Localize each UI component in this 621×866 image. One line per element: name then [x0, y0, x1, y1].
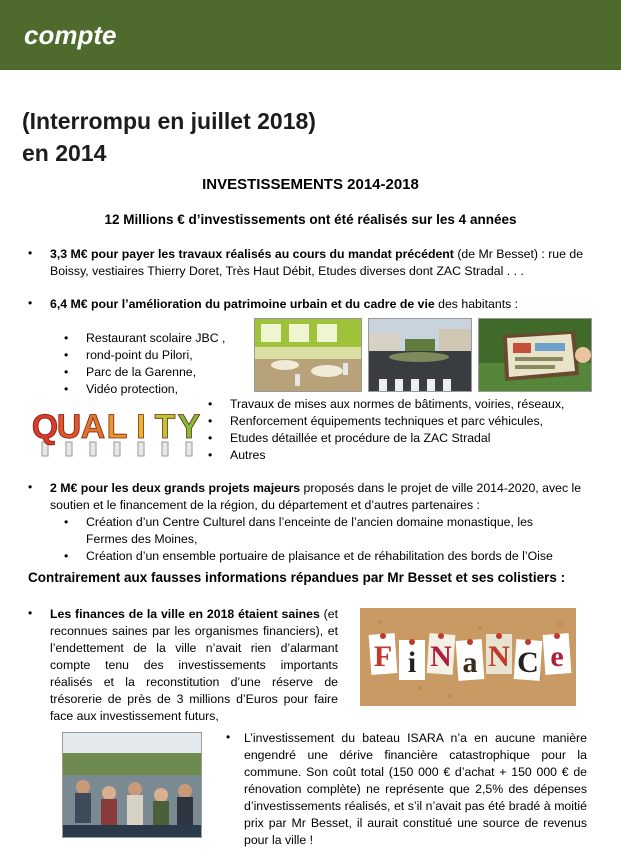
- svg-text:i: i: [407, 646, 417, 679]
- finance-letter-card: [543, 633, 572, 675]
- bullet-4-bold: Les finances de la ville en 2018 étaient saines: [50, 607, 320, 621]
- bullet-5: L’investissement du bateau ISARA n’a en aucune manière engendré une dérive financière catastrophique pour la commune. Son coût total (150 000 € d’achat + 150 000 € de rénovation complète) ne représente que 2,5% des dépenses d’investissements réalisés, et s’il n’avait pas été bradé à moitié prix par Mr Besset, il aurait constitué une source de revenus pour la ville !: [244, 731, 587, 847]
- svg-text:T: T: [154, 408, 176, 446]
- finance-letter-card: [427, 633, 456, 675]
- photo-rond-point: [368, 318, 472, 392]
- bullet-1-bold: 3,3 M€ pour payer les travaux réalisés au cours du mandat précédent: [50, 247, 454, 261]
- photo-bateau-isara: [62, 732, 202, 838]
- bullet-3: [50, 480, 595, 514]
- svg-text:N: N: [488, 640, 510, 673]
- bullet-dot: •: [28, 480, 33, 494]
- svg-text:A: A: [80, 408, 106, 446]
- quality-letter: [57, 408, 82, 456]
- svg-text:F: F: [373, 640, 393, 673]
- finance-letter-card: [456, 639, 485, 681]
- quality-letter: [136, 408, 145, 456]
- section-subtitle: INVESTISSEMENTS 2014-2018: [202, 176, 419, 193]
- list-item: • Parc de la Garenne,: [64, 364, 254, 381]
- photo-panneau-parc: [478, 318, 592, 392]
- finance-letter-card: [486, 633, 512, 674]
- list-travaux: [208, 396, 593, 464]
- quality-image: [28, 392, 208, 460]
- bullet-dot: •: [28, 606, 33, 620]
- finance-letter-card: [514, 639, 543, 681]
- quality-letter: [81, 408, 106, 456]
- quality-letter: [107, 408, 128, 456]
- list-item: • Vidéo protection,: [64, 381, 254, 398]
- header-title: compte: [24, 20, 117, 50]
- contrary-heading: Contrairement aux fausses informations répandues par Mr Besset et ses colistiers :: [28, 570, 566, 585]
- svg-text:L: L: [106, 408, 128, 446]
- bullet-dot: •: [28, 296, 33, 310]
- quality-letter: [32, 408, 58, 456]
- list-projets: [64, 514, 564, 565]
- svg-text:e: e: [550, 640, 564, 673]
- list-item: • Renforcement équipements techniques et parc véhicules,: [208, 413, 593, 430]
- photo-restaurant: [254, 318, 362, 392]
- list-item: • Travaux de mises aux normes de bâtiments, voiries, réseaux,: [208, 396, 593, 413]
- list-item: • Etudes détaillée et procédure de la ZAC Stradal: [208, 430, 593, 447]
- svg-text:I: I: [136, 408, 146, 446]
- bullet-3-rest: proposés dans le projet de ville 2014-2020, avec le soutien et le financement de la région, du département et d’autres partenaires :: [50, 481, 582, 512]
- list-item: • Restaurant scolaire JBC ,: [64, 330, 254, 347]
- page-title-line2: en 2014: [22, 140, 107, 166]
- quality-letter: [178, 408, 201, 456]
- bullet-4: [50, 606, 338, 725]
- finance-letter-card: [399, 639, 425, 680]
- list-patrimoine: [64, 330, 254, 398]
- bullet-4-rest: (et reconnues saines par les organismes financiers), et l’endettement de la ville n’avait rien d’alarmant compte tenu des investissements importants réalisés et la reconstitution d’une réserve de trésorerie de près de 3 millions d’Euros pour faire face aux investissement futurs,: [50, 607, 338, 723]
- finance-image: [360, 608, 576, 706]
- svg-text:C: C: [517, 646, 539, 679]
- list-item: • Création d’un Centre Culturel dans l’enceinte de l’ancien domaine monastique, les Fermes des Moines,: [64, 514, 564, 548]
- header-bar: [0, 0, 621, 70]
- bullet-dot: •: [28, 246, 33, 260]
- quality-letter: [155, 408, 176, 456]
- bullet-1-rest: (de Mr Besset) : rue de Boissy, vestiaires Thierry Doret, Très Haut Débit, Etudes diverses dont ZAC Stradal . . .: [50, 247, 584, 278]
- bullet-1: [50, 246, 595, 280]
- svg-text:Y: Y: [177, 408, 201, 446]
- list-item: • Création d’un ensemble portuaire de plaisance et de réhabilitation des bords de l’Oise: [64, 548, 564, 565]
- list-item: • rond-point du Pilori,: [64, 347, 254, 364]
- bullet-2: [50, 296, 595, 313]
- bullet-3-bold: 2 M€ pour les deux grands projets majeurs: [50, 481, 301, 495]
- svg-text:Q: Q: [31, 408, 59, 446]
- finance-letter-card: [369, 633, 398, 675]
- svg-text:N: N: [430, 640, 452, 673]
- list-item: • Autres: [208, 447, 593, 464]
- bullet-2-bold: 6,4 M€ pour l’amélioration du patrimoine urbain et du cadre de vie: [50, 297, 435, 311]
- bullet-dot: •: [226, 730, 231, 744]
- svg-text:U: U: [56, 408, 82, 446]
- svg-text:a: a: [462, 646, 478, 679]
- bullet-2-rest: des habitants :: [434, 297, 519, 311]
- lead-sentence: 12 Millions € d’investissements ont été réalisés sur les 4 années: [104, 212, 517, 227]
- page-title-line1: (Interrompu en juillet 2018): [22, 108, 316, 134]
